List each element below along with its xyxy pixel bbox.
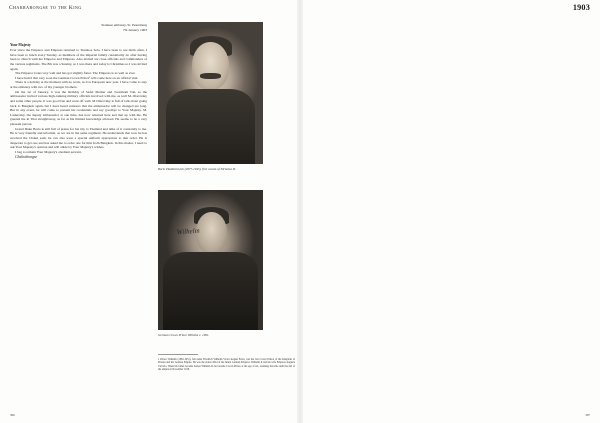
dateline-left (10, 23, 147, 33)
footnotes-left (158, 358, 295, 374)
dateline-left-line2: 7th January 1903 (122, 28, 147, 33)
footnote-rule-left (158, 354, 198, 355)
paragraph: Grand Duke Boris is still full of praise for his trip to Thailand and talks of it constantly to me. He is very friendly and informal, as we are in the same regiment. He understands that now he has received the Chakri sash, he can also wear a special uniform appropriate to that order. He is desperate to get one and has asked me to order one for him from Bangkok. In this matter, I need to ask Your Majesty's opinion and will abide by Your Majesty's wishes. (10, 126, 147, 150)
caption-boris-photo: Boris Vladimirovich (1877-1943), first cousin of Nicholas II. (158, 167, 236, 171)
folio-left: 306 (10, 413, 15, 417)
photo-detail (192, 42, 230, 90)
paragraph: There is a holiday at the moment with no work, as it is European new year. I have come to stay at the embassy with two of my younger brothers. (10, 80, 147, 89)
right-page (300, 0, 600, 423)
photo-detail (200, 73, 221, 79)
paragraph: On the 1st of January, it was the birthday of Sadet Mother and Toonmom Toh, so the ambassador invited various high-ranking military officials involved with me, as well M. Olarovsky and some other people. It was good fun and went off well. M Olarovsky is full of talk about going back to Bangkok again, but I have heard rumours that the ambassador will be changed ere long. But in any event, he will come to present his credentials and say goodbye to Your Majesty. M. Lashevsky, the deputy ambassador at one time, has now returned here and met up with me. He greeted me in Thai straightaway, as far as his limited knowledge allowed. He seems to be a very pleasant person. (10, 89, 147, 126)
running-head-year: 1903 (572, 3, 590, 12)
running-head-left: Chakrabongse to the King (9, 5, 82, 11)
salutation-left: Your Majesty (10, 43, 31, 47)
paragraph: I have heard that very soon the German Crown Prince¹ will come here on an official visit. (15, 75, 139, 80)
boris-vladimirovich-photo (158, 22, 263, 164)
photo-detail (166, 89, 254, 164)
photo-detail (163, 252, 258, 330)
photo-signature-inscription: Wilhelm (176, 227, 200, 237)
footnote: 1 Prince Wilhelm (1882-1951), full name Friedrich Wilhelm Victor August Ernst, was the last Crown Prince of the Kingdom of Prussia and the German Empire. He was the eldest child of the future German Emperor Wilhelm II and his wife Empress Augusta Victoria. When his father became Kaiser Wilhelm II, he became Crown Prince at the age of six, retaining that title until the fall of the empire in November 1918. (158, 358, 295, 372)
signature-left: Chakrabongse (15, 155, 38, 160)
german-crown-prince-wilhelm-photo (158, 190, 263, 330)
caption-wilhelm-photo: German Crown Prince Wilhelm c. 1901. (158, 333, 210, 337)
paragraph: I beg to remain Your Majesty's obedient servant, (15, 149, 82, 154)
paragraph: Ever since the Emperor and Empress returned to Tsarskoe Selo, I have been to see them often. I have been to lunch every Sunday, as members of the imperial family customarily do after having been to church with the Emperor and Empress. Also invited are close officials and commanders of the various regiments. The 8th was a Sunday, so I was there and today is Christmas so I was invited again. (10, 48, 147, 71)
dateline-left-line1: Siamese embassy, St. Petersburg (101, 23, 147, 27)
letter-body-left (10, 48, 147, 164)
folio-right: 307 (585, 413, 590, 417)
paragraph: The Emperor looks very well and has got slightly fatter. The Empress is as well as ever. (15, 71, 136, 76)
